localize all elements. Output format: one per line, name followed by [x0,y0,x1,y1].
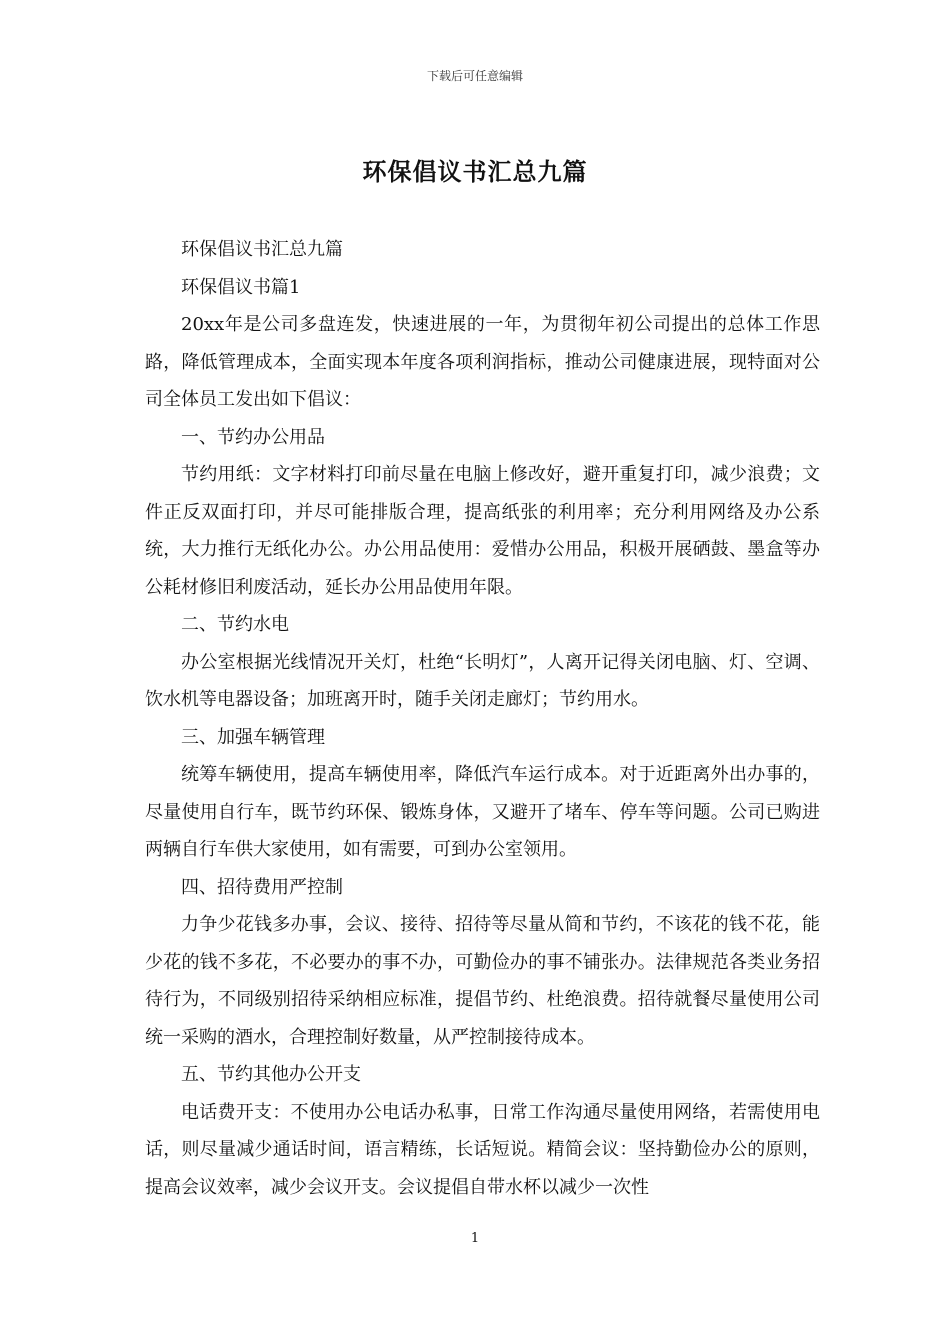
heading-office-supplies: 一、节约办公用品 [181,426,325,448]
paragraph-hospitality-control: 力争少花钱多办事，会议、接待、招待等尽量从简和节约，不该花的钱不花，能少花的钱不多花，不必要办的事不办，可勤俭办的事不铺张办。法律规范各类业务招待行为，不同级别招待采纳相应标准，提倡节约、杜绝浪费。招待就餐尽量使用公司统一采购的酒水，合理控制好数量，从严控制接待成本。 [145,914,820,1048]
paragraph-intro: 20xx年是公司多盘连发，快速进展的一年，为贯彻年初公司提出的总体工作思路，降低管理成本，全面实现本年度各项利润指标，推动公司健康进展，现特面对公司全体员工发出如下倡议： [145,314,820,410]
paragraph-subtitle: 环保倡议书汇总九篇 [181,239,343,260]
document-title: 环保倡议书汇总九篇 [362,157,588,186]
heading-other-expenses: 五、节约其他办公开支 [181,1064,361,1085]
paragraph-section-heading: 环保倡议书篇1 [181,276,301,298]
heading-vehicle-management: 三、加强车辆管理 [181,726,325,748]
heading-water-electricity: 二、节约水电 [181,614,289,635]
paragraph-other-expenses: 电话费开支：不使用办公电话办私事，日常工作沟通尽量使用网络，若需使用电话，则尽量减少通话时间，语言精练，长话短说。精简会议：坚持勤俭办公的原则，提高会议效率，减少会议开支。会议提倡自带水杯以减少一次性 [145,1101,820,1198]
header-note: 下载后可任意编辑 [426,69,523,83]
paragraph-office-supplies: 节约用纸：文字材料打印前尽量在电脑上修改好，避开重复打印，减少浪费；文件正反双面打印，并尽可能排版合理，提高纸张的利用率；充分利用网络及办公系统，大力推行无纸化办公。办公用品使用：爱惜办公用品，积极开展硒鼓、墨盒等办公耗材修旧利废活动，延长办公用品使用年限。 [145,464,820,598]
document-body [145,231,820,1206]
heading-hospitality-control: 四、招待费用严控制 [181,876,343,898]
page-number: 1 [470,1231,480,1246]
paragraph-water-electricity: 办公室根据光线情况开关灯，杜绝“长明灯”，人离开记得关闭电脑、灯、空调、饮水机等电器设备；加班离开时，随手关闭走廊灯；节约用水。 [145,651,820,710]
paragraph-vehicle-management: 统筹车辆使用，提高车辆使用率，降低汽车运行成本。对于近距离外出办事的，尽量使用自行车，既节约环保、锻炼身体，又避开了堵车、停车等问题。公司已购进两辆自行车供大家使用，如有需要，可到办公室领用。 [145,764,820,860]
